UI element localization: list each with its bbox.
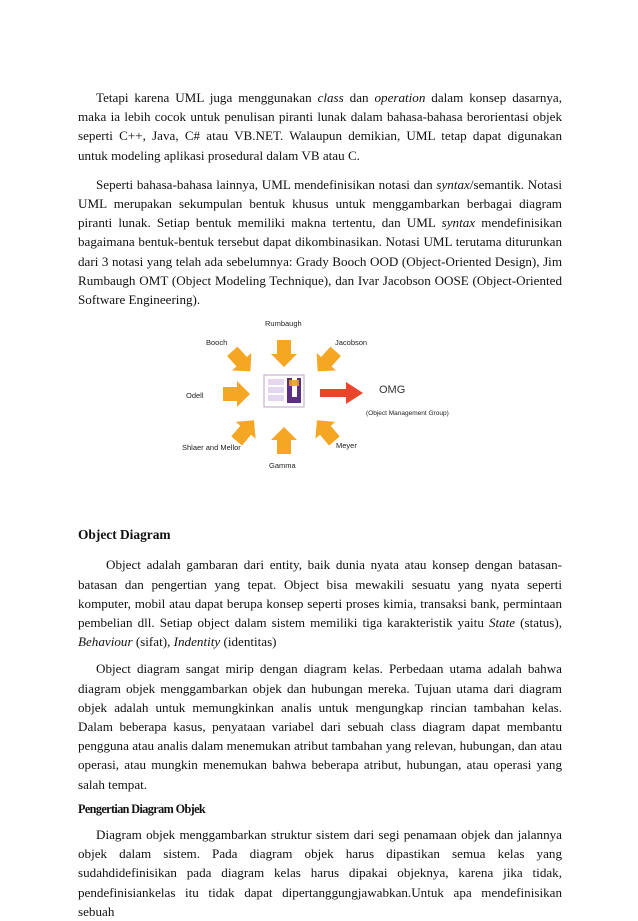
uml-origins-diagram <box>78 319 562 509</box>
emphasis: Indentity <box>173 634 221 650</box>
emphasis: syntax <box>436 176 470 192</box>
paragraph-uml-class <box>78 88 562 165</box>
label-odell: Odell <box>186 391 204 401</box>
label-jacobson: Jacobson <box>335 338 368 348</box>
text: dan <box>343 90 375 105</box>
text: Tetapi karena UML juga menggunakan <box>96 90 318 105</box>
label-omg-subtitle: (Object Management Group) <box>366 410 449 418</box>
label-omg: OMG <box>379 384 406 397</box>
arrow-from-booch <box>223 343 260 380</box>
text: (sifat), <box>132 634 174 650</box>
label-meyer: Meyer <box>336 441 357 451</box>
emphasis: syntax <box>441 215 476 231</box>
paragraph-pengertian: Diagram objek menggambarkan struktur sistem dari segi penamaan objek dan jalannya objek dalam sistem. Pada diagram objek harus dipastikan semua kelas yang sudahdidefinisikan pada diagram kelas harus dipakai objeknya, karena jika tidak, pendefinisiankelas itu tidak dapat dipertanggungjawabkan.Untuk apa mendefinisikan sebuah <box>78 827 562 919</box>
text: (identitas) <box>220 634 277 650</box>
emphasis: State <box>488 615 516 631</box>
arrow-from-jacobson <box>308 343 345 380</box>
text: Seperti bahasa-bahasa lainnya, UML mendefinisikan notasi dan <box>96 176 437 192</box>
arrow-to-omg <box>320 382 363 404</box>
label-booch: Booch <box>206 338 228 348</box>
emphasis: Behaviour <box>78 634 133 650</box>
arrow-from-rumbaugh <box>271 340 297 367</box>
paragraph-uml-notation <box>78 175 562 309</box>
text: dalam konsep dasarnya, maka ia lebih cocok untuk penulisan piranti lunak dalam bahasa-bahasa berorientasi objek seperti C++, Java, C# atau VB.NET. Walaupun demikian, UML tetap dapat digunakan untuk modeling aplikasi prosedural dalam VB atau C. <box>78 90 563 163</box>
text: (status), <box>515 615 563 631</box>
paragraph-object-definition <box>78 555 562 651</box>
label-gamma: Gamma <box>269 461 296 471</box>
text: Object adalah gambaran dari entity, baik dunia nyata atau konsep dengan batasan-batasan dan pengertian yang tepat. Object bisa mewakili sesuatu yang nyata seperti komputer, mobil atau dapat berupa konsep seperti proses kimia, transaksi bank, permintaan pembelian dll. Setiap object dalam sistem memiliki tiga karakteristik yaitu <box>78 557 562 631</box>
arrow-from-gamma <box>271 427 297 454</box>
uml-origins-figure <box>78 319 562 509</box>
emphasis: class <box>317 90 344 105</box>
uml-logo-icon <box>264 375 304 407</box>
label-rumbaugh: Rumbaugh <box>265 319 302 329</box>
text: mendefinisikan bagaimana bentuk-bentuk tersebut dapat dikombinasikan. Notasi UML terutama diturunkan dari 3 notasi yang telah ada sebelumnya: Grady Booch OOD (Object-Oriented Design), Jim Rumbaugh OMT (Object Modeling Technique), dan Ivar Jacobson OOSE (Object-Oriented Software Engineering). <box>78 215 562 308</box>
heading-pengertian-diagram-objek: Pengertian Diagram Objek <box>78 801 206 816</box>
text: /semantik. Notasi UML merupakan sekumpulan bentuk khusus untuk menggambarkan berbagai diagram piranti lunak. Setiap bentuk memiliki makna tertentu, dan UML <box>78 176 562 231</box>
label-shlaer-mellor: Shlaer and Mellor <box>182 443 241 453</box>
paragraph-object-diagram: Object diagram sangat mirip dengan diagram kelas. Perbedaan utama adalah bahwa diagram objek menggambarkan objek dan hubungan mereka. Tujuan utama dari diagram objek adalah untuk memungkinkan analis untuk mengungkap rincian tambahan kelas. Dalam beberapa kasus, penyataan variabel dari sebuah class diagram dapat membantu pengguna atau analis dalam menemukan atribut tambahan yang relevan, hubungan, dan atau operasi, atau mungkin menemukan bahwa beberapa atribut, hubungan, atau operasi yang salah tempat. <box>78 661 562 792</box>
document-page <box>78 88 562 921</box>
emphasis: operation <box>374 90 426 105</box>
heading-object-diagram: Object Diagram <box>78 527 171 543</box>
arrow-from-odell <box>223 381 250 407</box>
